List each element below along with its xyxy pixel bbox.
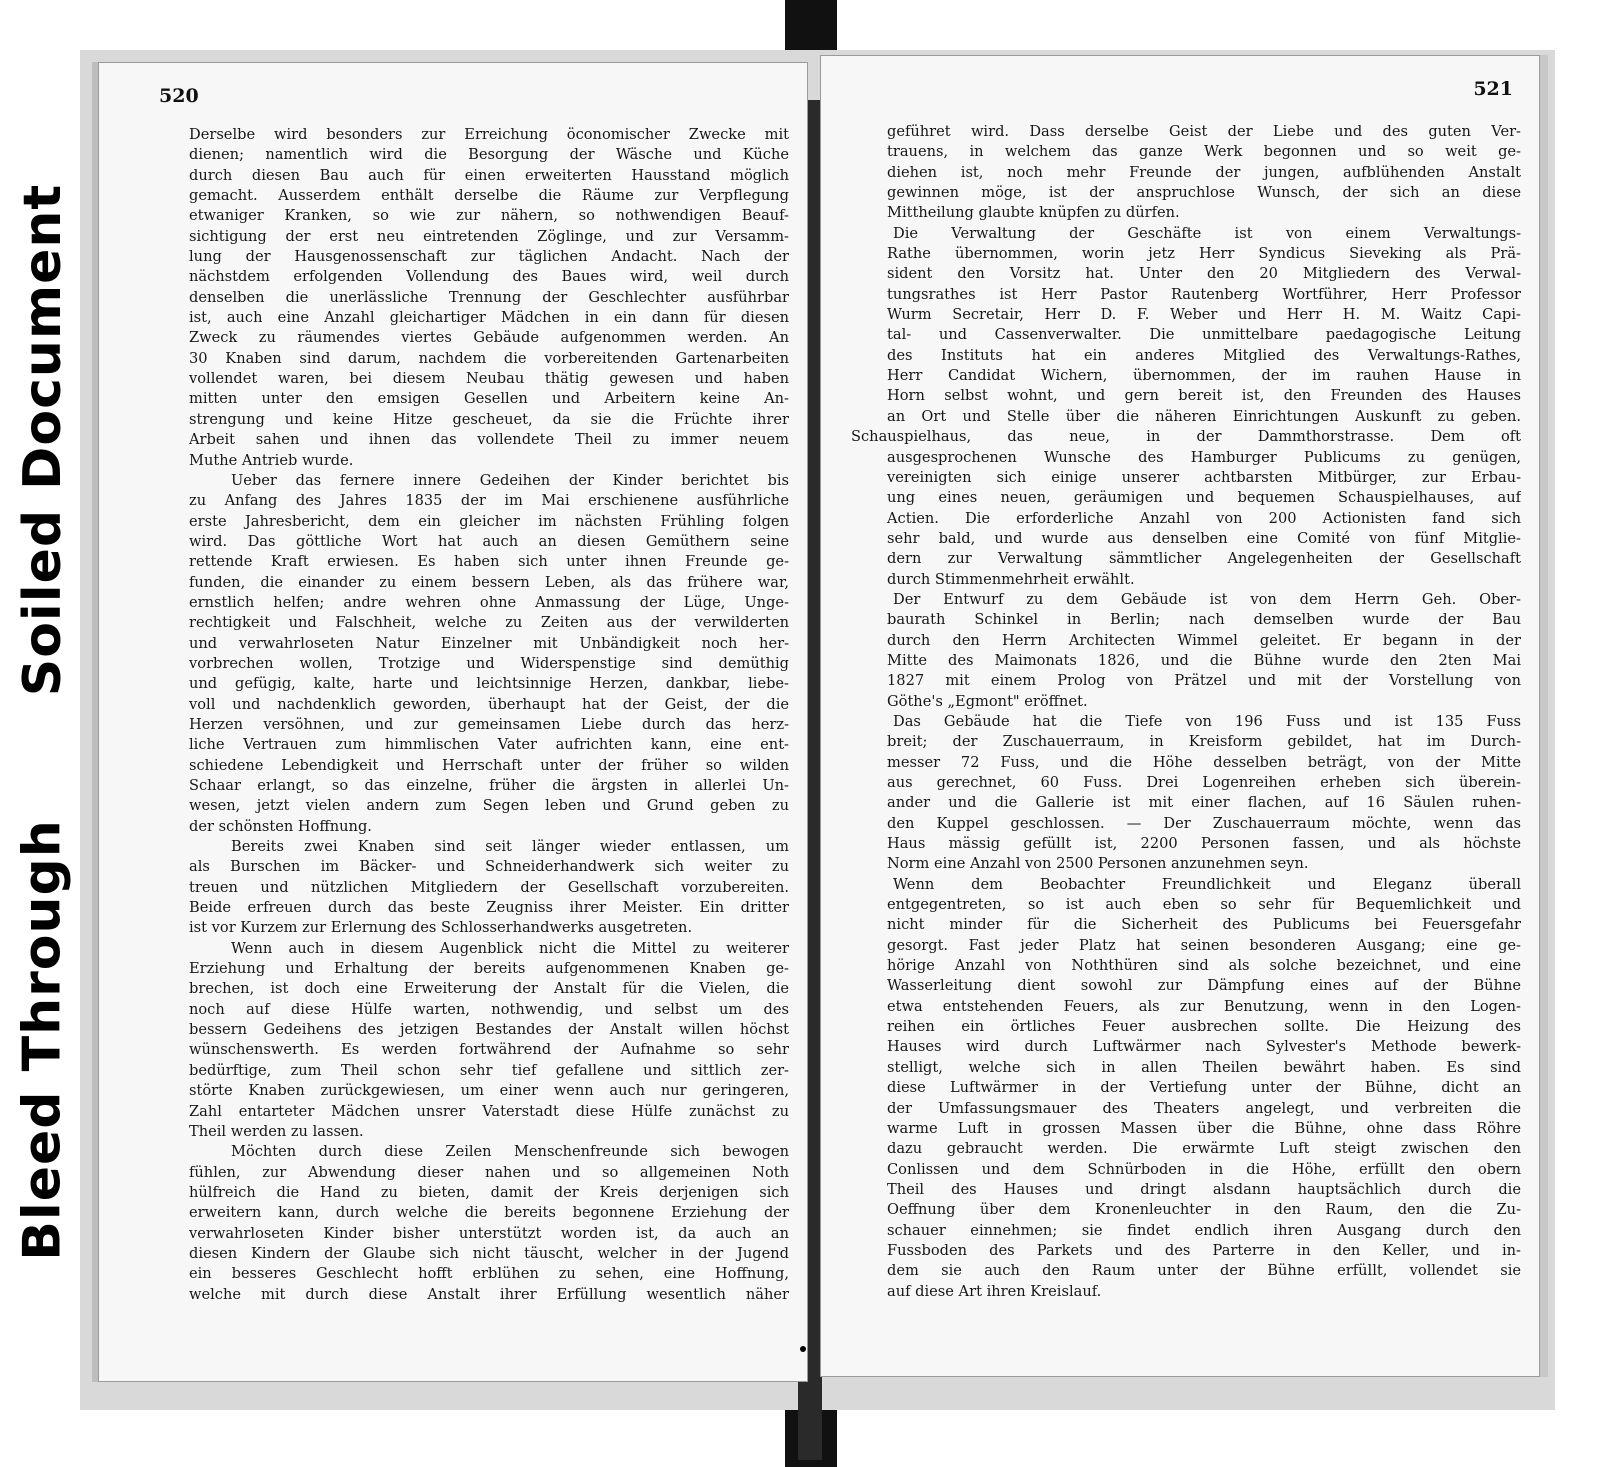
text-line: geführet wird. Dass derselbe Geist der Liebe und des guten Ver- bbox=[887, 123, 1521, 140]
text-line: und verwahrloseten Natur Einzelner mit Unbändigkeit noch her- bbox=[189, 634, 789, 652]
text-line: Möchten durch diese Zeilen Menschenfreunde sich bewogen bbox=[231, 1143, 789, 1161]
text-line: erste Jahresbericht, dem ein gleicher im nächsten Frühling folgen bbox=[189, 512, 789, 530]
text-line: Bereits zwei Knaben sind seit länger wieder entlassen, um bbox=[231, 838, 789, 856]
text-line: ander und die Gallerie ist mit einer flachen, auf 16 Säulen ruhen- bbox=[887, 794, 1521, 812]
text-line: Herr Candidat Wichern, übernommen, der im rauhen Hause in bbox=[887, 367, 1521, 385]
text-line: der schönsten Hoffnung. bbox=[189, 817, 372, 835]
text-line: gesorgt. Fast jeder Platz hat seinen besonderen Ausgang; eine ge- bbox=[887, 936, 1521, 954]
text-line: ernstlich helfen; andre wehren ohne Anmassung der Lüge, Unge- bbox=[189, 593, 789, 611]
text-line: gewinnen möge, ist der anspruchlose Wunsch, der sich an diese bbox=[887, 184, 1521, 202]
text-line: reihen ein örtliches Feuer ausbrechen sollte. Die Heizung des bbox=[887, 1018, 1521, 1036]
text-line: 30 Knaben sind darum, nachdem die vorbereitenden Gartenarbeiten bbox=[189, 349, 789, 367]
text-line: und gefügig, kalte, harte und leichtsinnige Herzen, dankbar, liebe- bbox=[189, 675, 789, 693]
text-line: Göthe's „Egmont" eröffnet. bbox=[887, 692, 1088, 710]
text-line: Oeffnung über dem Kronenleuchter in den Raum, den die Zu- bbox=[887, 1201, 1521, 1219]
text-line: bessern Gedeihens des jetzigen Bestandes der Anstalt willen höchst bbox=[189, 1021, 789, 1039]
text-line: etwa entstehenden Feuers, als zur Benutzung, wenn in den Logen- bbox=[887, 997, 1521, 1015]
text-line: baurath Schinkel in Berlin; nach demselben wurde der Bau bbox=[887, 611, 1521, 629]
text-line: tungsrathes ist Herr Pastor Rautenberg Wortführer, Herr Professor bbox=[887, 285, 1521, 303]
text-line: Der Entwurf zu dem Gebäude ist von dem Herrn Geh. Ober- bbox=[893, 590, 1521, 608]
text-line: an Ort und Stelle über die näheren Einrichtungen Auskunft zu geben. bbox=[887, 407, 1521, 425]
text-line: vollendet waren, bei diesem Neubau thätig gewesen und haben bbox=[189, 370, 789, 388]
text-line: störte Knaben zurückgewiesen, um einer wenn auch nur geringeren, bbox=[189, 1082, 789, 1100]
text-line: strengung und keine Hitze gescheuet, da sie die Früchte ihrer bbox=[189, 410, 789, 428]
text-line: diesen Kindern der Glaube sich nicht täuscht, welcher in der Jugend bbox=[189, 1244, 789, 1262]
text-line: Mittheilung glaubte knüpfen zu dürfen. bbox=[887, 204, 1180, 222]
text-line: bedürftige, zum Theil schon sehr tief gefallene und sittlich zer- bbox=[189, 1061, 789, 1079]
text-line: entgegentreten, so ist auch eben so sehr für Bequemlichkeit und bbox=[887, 896, 1521, 914]
text-line: treuen und nützlichen Mitgliedern der Gesellschaft vorzubereiten. bbox=[189, 878, 789, 896]
text-line: nächstdem erfolgenden Vollendung des Baues wird, weil durch bbox=[189, 268, 789, 286]
text-line: den Kuppel geschlossen. — Der Zuschauerraum möchte, wenn das bbox=[887, 814, 1521, 832]
text-line: Conlissen und dem Schnürboden in die Höhe, erfüllt den obern bbox=[887, 1160, 1521, 1178]
bleed-through-label-text: Bleed Through bbox=[13, 819, 74, 1261]
text-line: Wasserleitung dient sowohl zur Dämpfung eines auf der Bühne bbox=[887, 977, 1521, 995]
ink-dot bbox=[800, 1346, 806, 1352]
text-line: trauens, in welchem das ganze Werk begonnen und so weit ge- bbox=[887, 143, 1521, 161]
text-line: noch auf diese Hülfe warten, nothwendig, und selbst um des bbox=[189, 1000, 789, 1018]
text-line: sident den Vorsitz hat. Unter den 20 Mitgliedern des Verwal- bbox=[887, 265, 1521, 283]
text-line: diehen ist, noch mehr Freunde der jungen, aufblühenden Anstalt bbox=[887, 163, 1521, 181]
text-line: nicht minder für die Sicherheit des Publicums bei Feuersgefahr bbox=[887, 916, 1521, 934]
text-line: etwaniger Kranken, so wie zur nähern, so nothwendigen Beauf- bbox=[189, 207, 789, 225]
right-page-text bbox=[851, 122, 1521, 1302]
text-line: hörige Anzahl von Noththüren sind als solche bezeichnet, und eine bbox=[887, 957, 1521, 975]
text-line: Beide erfreuen durch das beste Zeugniss ihrer Meister. Ein dritter bbox=[189, 899, 789, 917]
text-line: sehr bald, und wurde aus denselben eine Comité von fünf Mitglie- bbox=[887, 529, 1521, 547]
right-page bbox=[820, 55, 1540, 1377]
text-line: zu Anfang des Jahres 1835 der im Mai erschienene ausführliche bbox=[189, 492, 789, 510]
text-line: Ueber das fernere innere Gedeihen der Kinder berichtet bis bbox=[231, 471, 789, 489]
text-line: denselben die unerlässliche Trennung der Geschlechter ausführbar bbox=[189, 288, 789, 306]
text-line: Wenn dem Beobachter Freundlichkeit und Eleganz überall bbox=[893, 875, 1521, 893]
left-page-text bbox=[189, 125, 789, 1305]
text-line: warme Luft in grossen Massen über die Bühne, ohne dass Röhre bbox=[887, 1119, 1521, 1137]
text-line: der Umfassungsmauer des Theaters angelegt, und verbreiten die bbox=[887, 1099, 1521, 1117]
text-line: erweitern kann, durch welche die bereits begonnene Erziehung der bbox=[189, 1204, 789, 1222]
soiled-document-label-text: Soiled Document bbox=[13, 183, 74, 697]
text-line: schauer einnehmen; sie findet endlich ihren Ausgang durch den bbox=[887, 1221, 1521, 1239]
text-line: Actien. Die erforderliche Anzahl von 200 Actionisten fand sich bbox=[887, 509, 1521, 527]
text-line: stelligt, welche sich in allen Theilen bewährt haben. Es sind bbox=[887, 1058, 1521, 1076]
text-line: Haus mässig gefüllt ist, 2200 Personen fassen, und als höchste bbox=[887, 835, 1521, 853]
text-line: mitten unter den emsigen Gesellen und Arbeitern keine An- bbox=[189, 390, 789, 408]
text-line: wird. Das göttliche Wort hat auch an diesen Gemüthern seine bbox=[189, 532, 789, 550]
text-line: voll und nachdenklich geworden, überhaupt hat der Geist, der die bbox=[189, 695, 789, 713]
text-line: durch den Herrn Architecten Wimmel geleitet. Er begann in der bbox=[887, 631, 1521, 649]
text-line: ein besseres Geschlecht hofft erblühen zu sehen, eine Hoffnung, bbox=[189, 1265, 789, 1283]
text-line: verwahrloseten Kinder bisher unterstützt worden ist, da auch an bbox=[189, 1224, 789, 1242]
text-line: gemacht. Ausserdem enthält derselbe die Räume zur Verpflegung bbox=[189, 187, 789, 205]
text-line: lung der Hausgenossenschaft zur täglichen Andacht. Nach der bbox=[189, 248, 789, 266]
text-line: Schauspielhaus, das neue, in der Dammthorstrasse. Dem oft bbox=[851, 428, 1521, 446]
text-line: durch diesen Bau auch für einen erweiterten Hausstand möglich bbox=[189, 166, 789, 184]
text-line: Theil werden zu lassen. bbox=[189, 1122, 364, 1140]
text-line: Norm eine Anzahl von 2500 Personen anzunehmen seyn. bbox=[887, 855, 1309, 873]
right-page-number: 521 bbox=[1473, 78, 1513, 100]
text-line: dienen; namentlich wird die Besorgung der Wäsche und Küche bbox=[189, 146, 789, 164]
bleed-through-label bbox=[6, 800, 80, 1280]
text-line: breit; der Zuschauerraum, in Kreisform gebildet, hat im Durch- bbox=[887, 733, 1521, 751]
soiled-document-label bbox=[6, 170, 80, 710]
text-line: ist, auch eine Anzahl gleichartiger Mädchen in ein dann für diesen bbox=[189, 309, 789, 327]
text-line: Theil des Hauses und dringt alsdann hauptsächlich durch die bbox=[887, 1180, 1521, 1198]
left-page-number: 520 bbox=[159, 85, 199, 107]
left-page bbox=[98, 62, 808, 1382]
text-line: Horn selbst wohnt, und gern bereit ist, den Freunden des Hauses bbox=[887, 387, 1521, 405]
text-line: dazu gebraucht werden. Die erwärmte Luft steigt zwischen den bbox=[887, 1140, 1521, 1158]
book-spread bbox=[80, 50, 1555, 1410]
text-line: Herzen versöhnen, und zur gemeinsamen Liebe durch das herz- bbox=[189, 715, 789, 733]
text-line: Schaar erlangt, so das einzelne, früher die ärgsten in allerlei Un- bbox=[189, 777, 789, 794]
text-line: ung eines neuen, geräumigen und bequemen Schauspielhauses, auf bbox=[887, 489, 1521, 507]
text-line: brechen, ist doch eine Erweiterung der Anstalt für die Vielen, die bbox=[189, 980, 789, 998]
text-line: tal- und Cassenverwalter. Die unmittelbare paedagogische Leitung bbox=[887, 326, 1521, 344]
text-line: Muthe Antrieb wurde. bbox=[189, 451, 354, 469]
text-line: Erziehung und Erhaltung der bereits aufgenommenen Knaben ge- bbox=[189, 960, 789, 978]
text-line: messer 72 Fuss, und die Höhe desselben beträgt, von der Mitte bbox=[887, 753, 1521, 771]
text-line: 1827 mit einem Prolog von Prätzel und mit der Vorstellung von bbox=[887, 672, 1521, 690]
text-line: Zahl entarteter Mädchen unsrer Vaterstadt diese Hülfe zunächst zu bbox=[189, 1102, 789, 1120]
text-line: Arbeit sahen und ihnen das vollendete Theil zu immer neuem bbox=[189, 431, 789, 449]
text-line: des Instituts hat ein anderes Mitglied des Verwaltungs-Rathes, bbox=[887, 346, 1521, 364]
text-line: Zweck zu räumendes viertes Gebäude aufgenommen werden. An bbox=[189, 329, 789, 347]
text-line: Rathe übernommen, worin jetz Herr Syndicus Sieveking als Prä- bbox=[887, 245, 1521, 263]
text-line: als Burschen im Bäcker- und Schneiderhandwerk sich weiter zu bbox=[189, 858, 789, 876]
text-line: sichtigung der erst neu eintretenden Zöglinge, und zur Versamm- bbox=[189, 227, 789, 245]
text-line: auf diese Art ihren Kreislauf. bbox=[887, 1282, 1102, 1300]
text-line: vorbrechen wollen, Trotzige und Widerspenstige sind demüthig bbox=[189, 654, 789, 672]
text-line: ist vor Kurzem zur Erlernung des Schlosserhandwerks ausgetreten. bbox=[189, 919, 693, 937]
text-line: durch Stimmenmehrheit erwählt. bbox=[887, 570, 1135, 588]
text-line: Derselbe wird besonders zur Erreichung öconomischer Zwecke mit bbox=[189, 126, 789, 143]
text-line: ausgesprochenen Wunsche des Hamburger Publicums zu genügen, bbox=[887, 448, 1521, 466]
text-line: Wenn auch in diesem Augenblick nicht die Mittel zu weiterer bbox=[231, 939, 789, 957]
text-line: dern zur Verwaltung sämmtlicher Angelegenheiten der Gesellschaft bbox=[887, 550, 1521, 568]
text-line: hülfreich die Hand zu bieten, damit der Kreis derjenigen sich bbox=[189, 1183, 789, 1201]
text-line: vereinigten sich einige unserer achtbarsten Mitbürger, zur Erbau- bbox=[887, 468, 1521, 486]
text-line: aus gerechnet, 60 Fuss. Drei Logenreihen erheben sich überein- bbox=[887, 774, 1521, 791]
text-line: Mitte des Maimonats 1826, und die Bühne wurde den 2ten Mai bbox=[887, 651, 1521, 669]
text-line: rettende Kraft erwiesen. Es haben sich unter ihnen Freunde ge- bbox=[189, 553, 789, 571]
text-line: rechtigkeit und Falschheit, welche zu Zeiten aus der verwilderten bbox=[189, 614, 789, 632]
text-line: wesen, jetzt vielen andern zum Segen leben und Grund geben zu bbox=[189, 797, 789, 815]
text-line: dem sie auch den Raum unter der Bühne erfüllt, vollendet sie bbox=[887, 1262, 1521, 1280]
text-line: liche Vertrauen zum himmlischen Vater aufrichten kann, eine ent- bbox=[189, 736, 789, 754]
text-line: schiedene Lebendigkeit und Herrschaft unter der früher so wilden bbox=[189, 756, 789, 774]
text-line: Fussboden des Parkets und des Parterre in den Keller, und in- bbox=[887, 1241, 1521, 1259]
text-line: funden, die einander zu einem bessern Leben, als das frühere war, bbox=[189, 573, 789, 591]
gutter-top-shadow bbox=[785, 0, 837, 52]
text-line: Hauses wird durch Luftwärmer nach Sylvester's Methode bewerk- bbox=[887, 1038, 1521, 1056]
text-line: welche mit durch diese Anstalt ihrer Erfüllung wesentlich näher bbox=[189, 1285, 789, 1303]
text-line: wünschenswerth. Es werden fortwährend der Aufnahme so sehr bbox=[189, 1041, 789, 1059]
text-line: Die Verwaltung der Geschäfte ist von einem Verwaltungs- bbox=[893, 224, 1521, 242]
text-line: Das Gebäude hat die Tiefe von 196 Fuss und ist 135 Fuss bbox=[893, 712, 1521, 730]
text-line: fühlen, zur Abwendung dieser nahen und so allgemeinen Noth bbox=[189, 1163, 789, 1181]
text-line: Wurm Secretair, Herr D. F. Weber und Herr H. M. Waitz Capi- bbox=[887, 306, 1521, 324]
text-line: diese Luftwärmer in der Vertiefung unter der Bühne, dicht an bbox=[887, 1079, 1521, 1097]
